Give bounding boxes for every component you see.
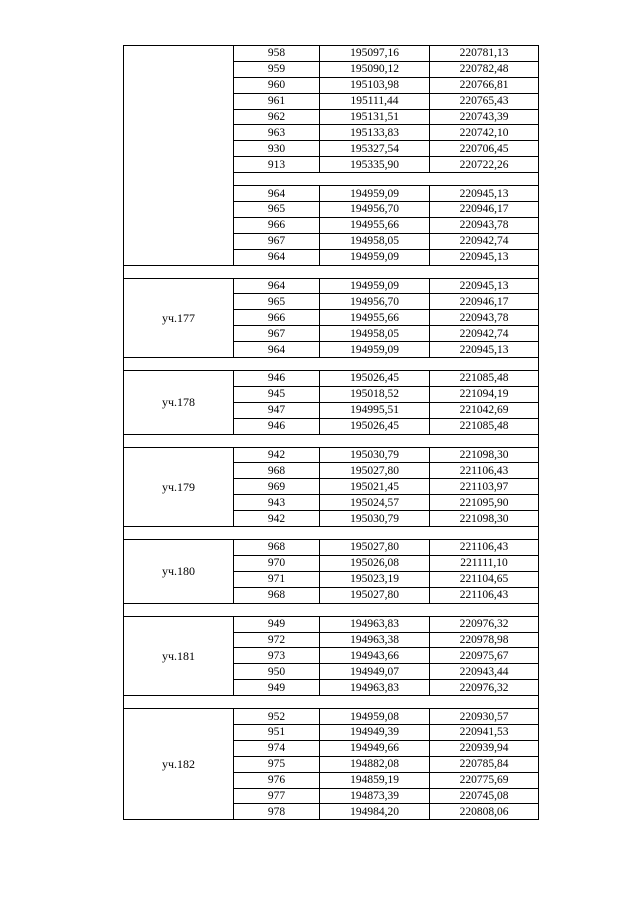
point-number: 968 xyxy=(234,463,320,479)
x-coordinate: 195131,51 xyxy=(320,109,430,125)
x-coordinate: 194956,70 xyxy=(320,294,430,310)
point-number: 949 xyxy=(234,680,320,696)
separator-cell xyxy=(234,173,539,186)
x-coordinate: 194949,07 xyxy=(320,664,430,680)
point-number: 965 xyxy=(234,202,320,218)
y-coordinate: 220939,94 xyxy=(430,740,539,756)
table-row xyxy=(124,540,539,556)
y-coordinate: 221106,43 xyxy=(430,463,539,479)
y-coordinate: 221085,48 xyxy=(430,418,539,434)
x-coordinate: 194959,09 xyxy=(320,278,430,294)
point-number: 963 xyxy=(234,125,320,141)
x-coordinate: 194959,08 xyxy=(320,709,430,725)
x-coordinate: 194949,39 xyxy=(320,724,430,740)
y-coordinate: 220785,84 xyxy=(430,756,539,772)
point-number: 977 xyxy=(234,788,320,804)
x-coordinate: 194959,09 xyxy=(320,249,430,265)
separator-cell xyxy=(124,358,539,371)
point-number: 968 xyxy=(234,540,320,556)
y-coordinate: 220722,26 xyxy=(430,157,539,173)
x-coordinate: 194956,70 xyxy=(320,202,430,218)
x-coordinate: 194955,66 xyxy=(320,217,430,233)
separator-cell xyxy=(124,265,539,278)
x-coordinate: 194963,83 xyxy=(320,616,430,632)
y-coordinate: 221095,90 xyxy=(430,495,539,511)
table-row xyxy=(124,371,539,387)
x-coordinate: 195027,80 xyxy=(320,463,430,479)
point-number: 967 xyxy=(234,326,320,342)
y-coordinate: 220942,74 xyxy=(430,233,539,249)
x-coordinate: 195027,80 xyxy=(320,587,430,603)
x-coordinate: 195111,44 xyxy=(320,93,430,109)
y-coordinate: 220946,17 xyxy=(430,294,539,310)
x-coordinate: 195026,45 xyxy=(320,371,430,387)
separator-cell xyxy=(124,603,539,616)
point-number: 965 xyxy=(234,294,320,310)
y-coordinate: 220941,53 xyxy=(430,724,539,740)
point-number: 966 xyxy=(234,310,320,326)
point-number: 930 xyxy=(234,141,320,157)
x-coordinate: 195030,79 xyxy=(320,447,430,463)
y-coordinate: 220943,78 xyxy=(430,310,539,326)
y-coordinate: 220976,32 xyxy=(430,680,539,696)
table-row xyxy=(124,278,539,294)
y-coordinate: 221103,97 xyxy=(430,479,539,495)
block-separator-row xyxy=(124,696,539,709)
x-coordinate: 195030,79 xyxy=(320,511,430,527)
y-coordinate: 220782,48 xyxy=(430,61,539,77)
separator-cell xyxy=(124,696,539,709)
x-coordinate: 194955,66 xyxy=(320,310,430,326)
point-number: 951 xyxy=(234,724,320,740)
y-coordinate: 220975,67 xyxy=(430,648,539,664)
point-number: 968 xyxy=(234,587,320,603)
y-coordinate: 220745,08 xyxy=(430,788,539,804)
x-coordinate: 194949,66 xyxy=(320,740,430,756)
table-row xyxy=(124,46,539,62)
point-number: 962 xyxy=(234,109,320,125)
point-number: 964 xyxy=(234,342,320,358)
x-coordinate: 194882,08 xyxy=(320,756,430,772)
x-coordinate: 194958,05 xyxy=(320,233,430,249)
point-number: 942 xyxy=(234,447,320,463)
y-coordinate: 220743,39 xyxy=(430,109,539,125)
point-number: 947 xyxy=(234,402,320,418)
point-number: 974 xyxy=(234,740,320,756)
point-number: 978 xyxy=(234,804,320,820)
parcel-label xyxy=(124,46,234,266)
point-number: 950 xyxy=(234,664,320,680)
block-separator-row xyxy=(124,265,539,278)
y-coordinate: 220945,13 xyxy=(430,342,539,358)
point-number: 949 xyxy=(234,616,320,632)
x-coordinate: 195021,45 xyxy=(320,479,430,495)
x-coordinate: 195097,16 xyxy=(320,46,430,62)
y-coordinate: 221098,30 xyxy=(430,511,539,527)
y-coordinate: 221042,69 xyxy=(430,402,539,418)
x-coordinate: 195090,12 xyxy=(320,61,430,77)
point-number: 964 xyxy=(234,249,320,265)
separator-cell xyxy=(124,434,539,447)
separator-cell xyxy=(124,527,539,540)
point-number: 942 xyxy=(234,511,320,527)
point-number: 964 xyxy=(234,186,320,202)
x-coordinate: 195133,83 xyxy=(320,125,430,141)
x-coordinate: 195026,08 xyxy=(320,555,430,571)
x-coordinate: 194943,66 xyxy=(320,648,430,664)
x-coordinate: 194859,19 xyxy=(320,772,430,788)
x-coordinate: 195018,52 xyxy=(320,386,430,402)
y-coordinate: 220765,43 xyxy=(430,93,539,109)
block-separator-row xyxy=(124,358,539,371)
block-separator-row xyxy=(124,527,539,540)
y-coordinate: 220945,13 xyxy=(430,249,539,265)
table-row xyxy=(124,447,539,463)
x-coordinate: 194963,83 xyxy=(320,680,430,696)
x-coordinate: 195024,57 xyxy=(320,495,430,511)
point-number: 960 xyxy=(234,77,320,93)
y-coordinate: 220706,45 xyxy=(430,141,539,157)
point-number: 946 xyxy=(234,371,320,387)
x-coordinate: 195023,19 xyxy=(320,571,430,587)
x-coordinate: 195103,98 xyxy=(320,77,430,93)
point-number: 945 xyxy=(234,386,320,402)
y-coordinate: 220978,98 xyxy=(430,632,539,648)
x-coordinate: 194963,38 xyxy=(320,632,430,648)
x-coordinate: 195335,90 xyxy=(320,157,430,173)
point-number: 913 xyxy=(234,157,320,173)
y-coordinate: 220945,13 xyxy=(430,186,539,202)
y-coordinate: 221106,43 xyxy=(430,587,539,603)
point-number: 958 xyxy=(234,46,320,62)
parcel-label: уч.180 xyxy=(124,540,234,604)
point-number: 961 xyxy=(234,93,320,109)
y-coordinate: 220943,44 xyxy=(430,664,539,680)
point-number: 966 xyxy=(234,217,320,233)
block-separator-row xyxy=(124,434,539,447)
y-coordinate: 220930,57 xyxy=(430,709,539,725)
y-coordinate: 221098,30 xyxy=(430,447,539,463)
y-coordinate: 220742,10 xyxy=(430,125,539,141)
parcel-label: уч.178 xyxy=(124,371,234,435)
point-number: 970 xyxy=(234,555,320,571)
y-coordinate: 221094,19 xyxy=(430,386,539,402)
point-number: 972 xyxy=(234,632,320,648)
x-coordinate: 195327,54 xyxy=(320,141,430,157)
point-number: 969 xyxy=(234,479,320,495)
y-coordinate: 221111,10 xyxy=(430,555,539,571)
y-coordinate: 221085,48 xyxy=(430,371,539,387)
point-number: 967 xyxy=(234,233,320,249)
parcel-label: уч.177 xyxy=(124,278,234,357)
y-coordinate: 220976,32 xyxy=(430,616,539,632)
point-number: 973 xyxy=(234,648,320,664)
y-coordinate: 220945,13 xyxy=(430,278,539,294)
y-coordinate: 220946,17 xyxy=(430,202,539,218)
parcel-label: уч.179 xyxy=(124,447,234,526)
table-row xyxy=(124,709,539,725)
x-coordinate: 194959,09 xyxy=(320,342,430,358)
x-coordinate: 194959,09 xyxy=(320,186,430,202)
point-number: 943 xyxy=(234,495,320,511)
y-coordinate: 221104,65 xyxy=(430,571,539,587)
y-coordinate: 220942,74 xyxy=(430,326,539,342)
y-coordinate: 221106,43 xyxy=(430,540,539,556)
block-separator-row xyxy=(124,603,539,616)
coordinates-table xyxy=(123,45,539,820)
y-coordinate: 220808,06 xyxy=(430,804,539,820)
y-coordinate: 220766,81 xyxy=(430,77,539,93)
y-coordinate: 220775,69 xyxy=(430,772,539,788)
x-coordinate: 194984,20 xyxy=(320,804,430,820)
y-coordinate: 220943,78 xyxy=(430,217,539,233)
x-coordinate: 194958,05 xyxy=(320,326,430,342)
point-number: 976 xyxy=(234,772,320,788)
parcel-label: уч.181 xyxy=(124,616,234,695)
y-coordinate: 220781,13 xyxy=(430,46,539,62)
coordinates-sheet xyxy=(123,45,538,820)
point-number: 946 xyxy=(234,418,320,434)
point-number: 959 xyxy=(234,61,320,77)
x-coordinate: 194873,39 xyxy=(320,788,430,804)
parcel-label: уч.182 xyxy=(124,709,234,820)
table-row xyxy=(124,616,539,632)
x-coordinate: 195027,80 xyxy=(320,540,430,556)
point-number: 964 xyxy=(234,278,320,294)
x-coordinate: 194995,51 xyxy=(320,402,430,418)
point-number: 952 xyxy=(234,709,320,725)
point-number: 971 xyxy=(234,571,320,587)
point-number: 975 xyxy=(234,756,320,772)
x-coordinate: 195026,45 xyxy=(320,418,430,434)
